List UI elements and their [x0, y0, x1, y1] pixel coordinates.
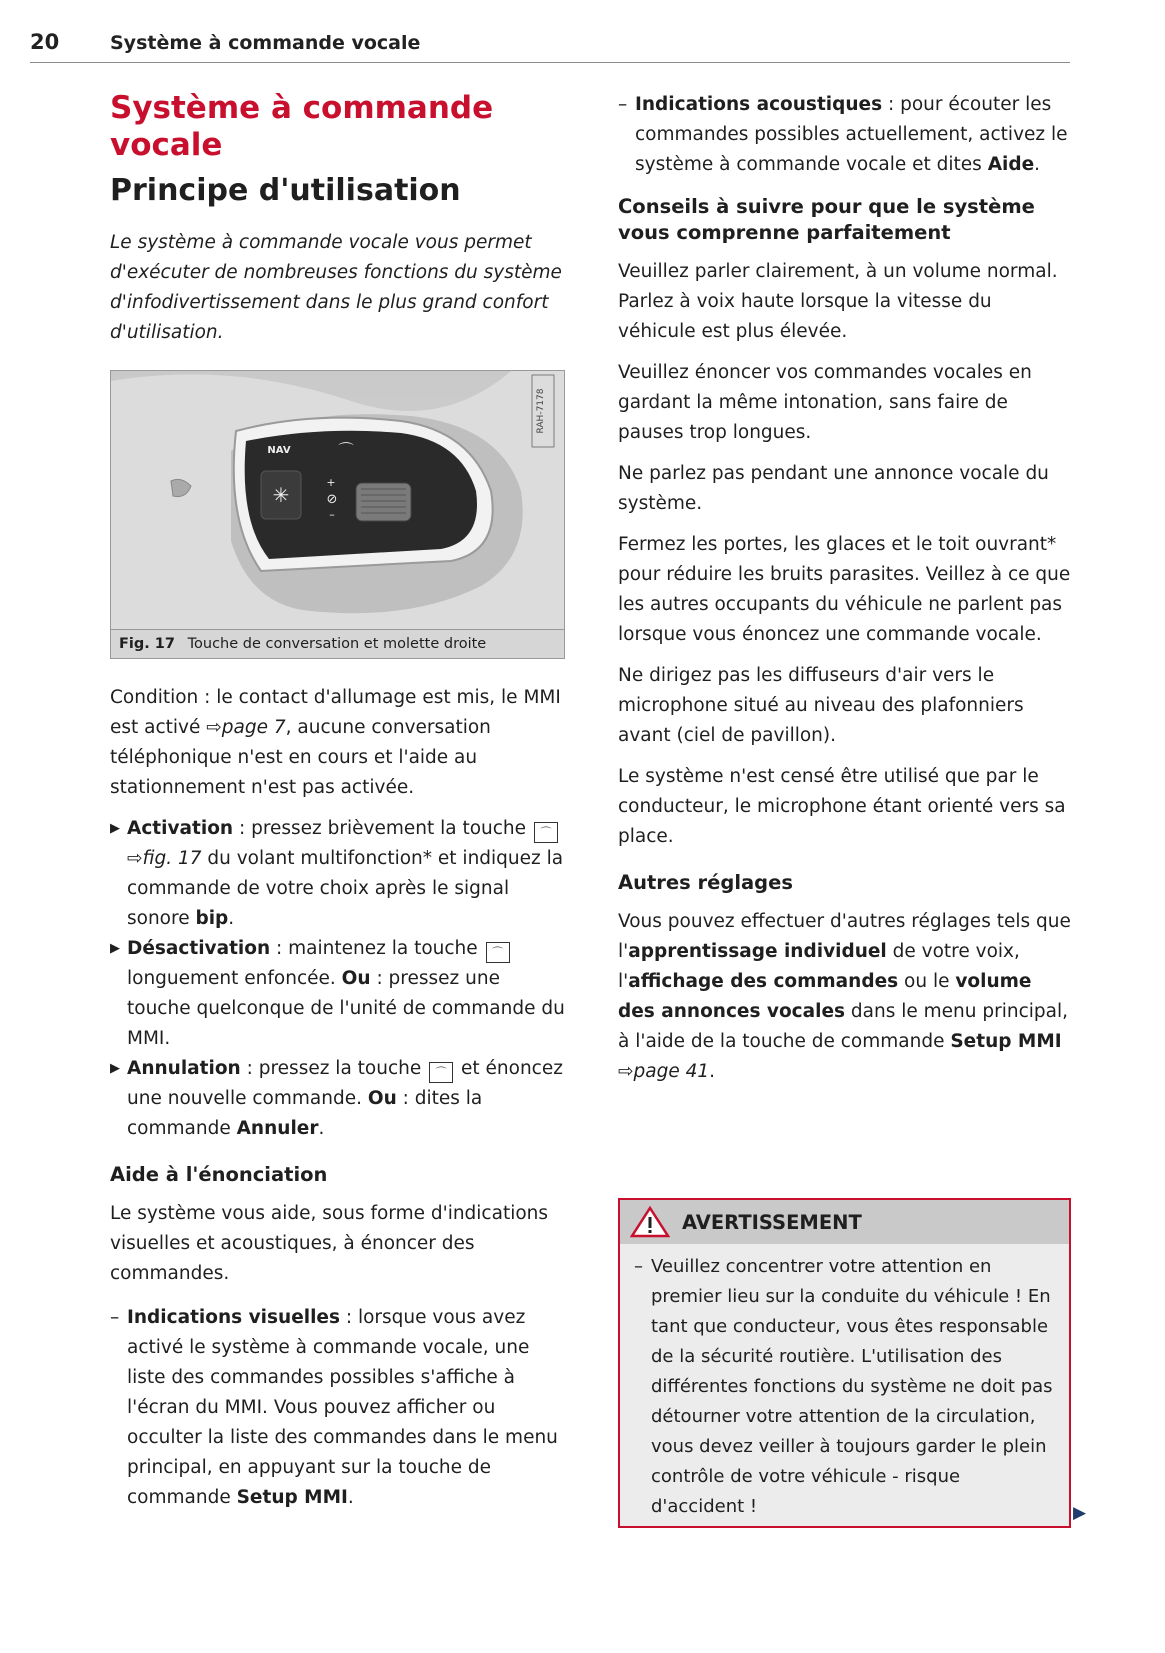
steering-wheel-illustration — [111, 371, 564, 629]
arrow-bullet-icon: ▶ — [110, 1061, 120, 1076]
visual-text: : lorsque vous avez activé le système à commande vocale, une liste des commandes possibles s'affiche à l'écran du MMI. Vous pouvez afficher ou occulter la liste des commandes dans le menu principal, en appuyant sur la touche de commande — [127, 1307, 558, 1508]
mute-symbol: ⊘ — [326, 492, 338, 507]
other-text-2: de votre voix, l' — [618, 941, 1020, 992]
running-title: Système à commande vocale — [110, 32, 421, 54]
talk-button-symbol: ⌒ — [338, 441, 354, 459]
annuler-label: Annuler — [236, 1118, 319, 1139]
nav-label: NAV — [267, 445, 291, 456]
setup-mmi-label: Setup MMI — [950, 1031, 1062, 1052]
tip-paragraph: Le système n'est censé être utilisé que par le conducteur, le microphone étant orienté vers sa place. — [618, 766, 1066, 847]
arrow-bullet-icon: ▶ — [110, 821, 120, 836]
condition-text-2: , aucune conversation téléphonique n'est en cours et l'aide au stationnement n'est pas activée. — [110, 717, 491, 798]
visual-label: Indications visuelles — [127, 1307, 340, 1328]
list-item-deactivation — [110, 934, 565, 1054]
tip-paragraph: Fermez les portes, les glaces et le toit ouvrant* pour réduire les bruits parasites. Veillez à ce que les autres occupants du véhicule ne parlent pas lorsque vous énoncez une commande vocale. — [618, 534, 1071, 645]
figure-label: Fig. 17 — [119, 636, 175, 652]
other-text-3: ou le — [898, 971, 956, 992]
tip-paragraph: Ne parlez pas pendant une annonce vocale du système. — [618, 463, 1049, 514]
page-41-link[interactable]: ⇨page 41 — [618, 1061, 710, 1082]
list-item-activation — [110, 814, 565, 934]
acoustic-text-2: . — [1034, 154, 1041, 175]
other-text-4: dans le menu principal, à l'aide de la touche de commande — [618, 1001, 1069, 1052]
warning-header — [620, 1200, 1069, 1244]
aide-label: Aide — [987, 154, 1035, 175]
subsection-title: Principe d'utilisation — [110, 173, 461, 208]
acoustic-label: Indications acoustiques — [635, 94, 883, 115]
deactivation-label: Désactivation — [127, 938, 271, 959]
next-page-arrow-icon[interactable]: ▶ — [1073, 1503, 1087, 1523]
list-item-cancel — [110, 1054, 565, 1144]
visual-indications-item — [110, 1303, 565, 1513]
other-settings-heading: Autres réglages — [618, 871, 793, 894]
section-title: Système à commande vocale — [110, 90, 494, 163]
left-column — [110, 85, 565, 1525]
star-symbol: ✳ — [272, 483, 290, 507]
talk-key-icon: ⌒ — [486, 942, 510, 963]
figure-caption — [111, 629, 564, 658]
talk-key-icon: ⌒ — [429, 1062, 453, 1083]
fig-17-link[interactable]: ⇨fig. 17 — [127, 848, 202, 869]
condition-text: Condition : le contact d'allumage est mis, le MMI est activé — [110, 687, 561, 738]
tip-paragraph: Veuillez parler clairement, à un volume normal. Parlez à voix haute lorsque la vitesse du véhicule est plus élevée. — [618, 261, 1058, 342]
cancel-text-2: et énoncez une nouvelle commande. — [127, 1058, 563, 1109]
ou-label: Ou — [367, 1088, 397, 1109]
tips-heading: Conseils à suivre pour que le système vous comprenne parfaitement — [618, 195, 1035, 244]
activation-text-2: du volant multifonction* et indiquez la commande de votre choix après le signal sonore — [127, 848, 564, 929]
activation-label: Activation — [127, 818, 234, 839]
other-text-1: Vous pouvez effectuer d'autres réglages tels que l' — [618, 911, 1071, 962]
condition-paragraph — [110, 683, 565, 803]
deactivation-text-2: longuement enfoncée. — [127, 968, 342, 989]
dash-bullet: – — [634, 1256, 643, 1277]
cancel-label: Annulation — [127, 1058, 241, 1079]
warning-body — [620, 1244, 1069, 1522]
setup-mmi-label: Setup MMI — [236, 1487, 348, 1508]
tip-paragraph: Veuillez énoncer vos commandes vocales en gardant la même intonation, sans faire de pauses trop longues. — [618, 362, 1032, 443]
activation-text: : pressez brièvement la touche — [233, 818, 532, 839]
right-column — [618, 90, 1073, 1098]
minus-label: – — [329, 508, 335, 521]
warning-text: Veuillez concentrer votre attention en premier lieu sur la conduite du véhicule ! En tant que conducteur, vous êtes responsable de la sécurité routière. L'utilisation des différentes fonctions du système ne doit pas détourner votre attention de la circulation, vous devez veiller à toujours garder le plein contrôle de votre véhicule - risque d'accident ! — [651, 1256, 1053, 1517]
acoustic-indications-item — [618, 90, 1073, 180]
visual-text-2: . — [347, 1487, 354, 1508]
talk-key-icon: ⌒ — [534, 822, 558, 843]
page-header — [30, 28, 1070, 63]
page-7-link[interactable]: ⇨page 7 — [206, 717, 286, 738]
warning-item — [634, 1252, 1057, 1522]
cancel-text: : pressez la touche — [240, 1058, 428, 1079]
intro-text: Le système à commande vocale vous permet d'exécuter de nombreuses fonctions du système d'infodivertissement dans le plus grand confort d'utilisation. — [110, 232, 562, 343]
plus-label: + — [326, 476, 336, 489]
figure-17 — [110, 370, 565, 659]
warning-triangle-icon — [630, 1206, 670, 1238]
figure-code: RAH-7178 — [536, 388, 546, 434]
ou-label: Ou — [341, 968, 371, 989]
deactivation-text-3: : pressez une touche quelconque de l'unité de commande du MMI. — [127, 968, 565, 1049]
cancel-text-3: : dites la commande — [127, 1088, 483, 1139]
cancel-text-4: . — [318, 1118, 325, 1139]
figure-caption-text: Touche de conversation et molette droite — [187, 636, 487, 652]
warning-title: AVERTISSEMENT — [682, 1211, 862, 1234]
command-display-label: affichage des commandes — [628, 971, 899, 992]
other-text-5: . — [709, 1061, 716, 1082]
aide-heading: Aide à l'énonciation — [110, 1163, 328, 1186]
dash-bullet: – — [110, 1307, 120, 1328]
tip-paragraph: Ne dirigez pas les diffuseurs d'air vers le microphone situé au niveau des plafonniers avant (ciel de pavillon). — [618, 665, 1024, 746]
page-number: 20 — [30, 30, 60, 54]
activation-text-3: . — [228, 908, 235, 929]
arrow-bullet-icon: ▶ — [110, 941, 120, 956]
other-settings-text — [618, 907, 1073, 1087]
dash-bullet: – — [618, 94, 628, 115]
individual-learning-label: apprentissage individuel — [628, 941, 887, 962]
aide-text: Le système vous aide, sous forme d'indications visuelles et acoustiques, à énoncer des commandes. — [110, 1203, 549, 1284]
bip-label: bip — [195, 908, 229, 929]
warning-box — [618, 1198, 1071, 1528]
acoustic-text: : pour écouter les commandes possibles actuellement, activez le système à commande vocale et dites — [635, 94, 1068, 175]
deactivation-text: : maintenez la touche — [270, 938, 484, 959]
voice-volume-label: volume des annonces vocales — [618, 971, 1032, 1022]
